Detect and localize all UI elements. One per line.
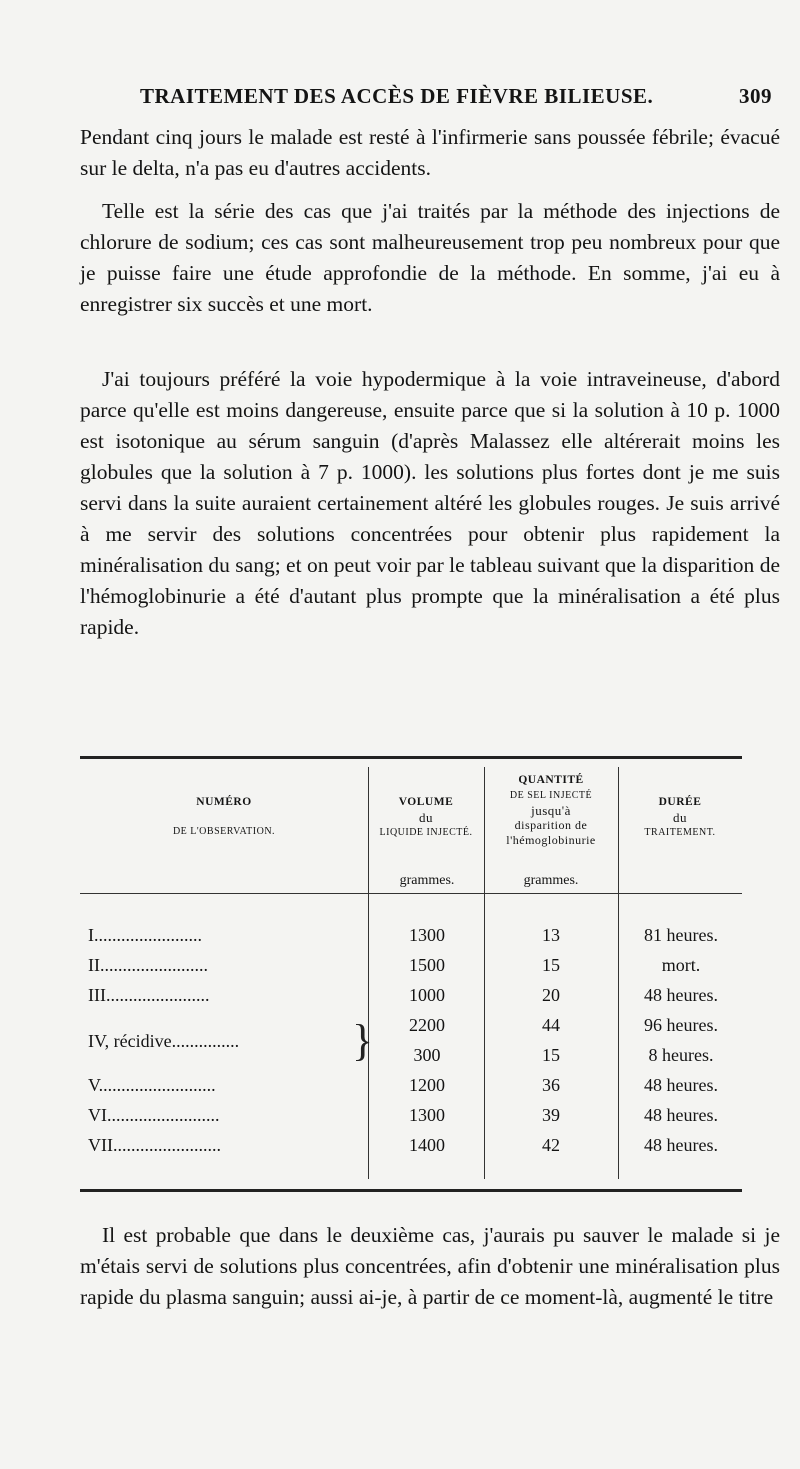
table-row — [80, 925, 742, 955]
row-label: III....................... — [88, 985, 210, 1005]
paragraph-2: Telle est la série des cas que j'ai traités par la méthode des injections de chlorure de sodium; ces cas sont malheureusement trop peu nombreux pour que je puisse faire une étude approfondie de la méthode. En somme, j'ai eu à enregistrer six succès et une mort. — [80, 199, 780, 316]
table-row — [80, 1135, 742, 1165]
header-numero: NUMÉRO DE L'OBSERVATION. — [172, 796, 276, 837]
cell-volume: 1200 — [409, 1075, 445, 1095]
running-title: TRAITEMENT DES ACCÈS DE FIÈVRE BILIEUSE. — [140, 84, 654, 108]
cell-volume: 2200 — [409, 1015, 445, 1035]
header-volume: VOLUME du LIQUIDE INJECTÉ. — [379, 796, 473, 838]
unit-volume: grammes. — [399, 873, 455, 888]
cell-duree: 48 heures. — [644, 1135, 718, 1155]
running-header — [140, 84, 772, 114]
table-row — [80, 985, 742, 1015]
row-label: VII........................ — [88, 1135, 221, 1155]
cell-sel: 36 — [542, 1075, 560, 1095]
cell-sel: 39 — [542, 1105, 560, 1125]
cell-sel: 20 — [542, 985, 560, 1005]
cell-duree: 81 heures. — [644, 925, 718, 945]
cell-sel: 15 — [542, 1045, 560, 1065]
table-row — [80, 1105, 742, 1135]
table-row — [80, 1045, 742, 1075]
paragraph-1: Pendant cinq jours le malade est resté à l'infirmerie sans poussée fébrile; évacué sur le delta, n'a pas eu d'autres accidents. — [80, 125, 780, 180]
table-row — [80, 1015, 742, 1051]
row-label: I........................ — [88, 925, 202, 945]
cell-sel: 44 — [542, 1015, 560, 1035]
row-label: VI......................... — [88, 1105, 220, 1125]
cell-duree: 48 heures. — [644, 985, 718, 1005]
cell-sel: 15 — [542, 955, 560, 975]
row-label: IV, récidive............... — [88, 1031, 240, 1051]
cell-duree: 48 heures. — [644, 1105, 718, 1125]
unit-sel: grammes. — [523, 873, 579, 888]
brace-glyph: } — [352, 1016, 374, 1065]
results-table — [80, 756, 742, 1192]
header-separator — [80, 893, 742, 894]
paragraph-4: Il est probable que dans le deuxième cas, j'aurais pu sauver le malade si je m'étais servi de solutions plus concentrées, afin d'obtenir une minéralisation plus rapide du plasma sanguin; aussi ai-je, à partir de ce moment-là, augmenté le titre — [80, 1223, 780, 1309]
paragraph-3: J'ai toujours préféré la voie hypodermique à la voie intraveineuse, d'abord parce qu'elle est moins dangereuse, ensuite parce que si la solution à 10 p. 1000 est isotonique au sérum sanguin (d'après Malassez elle altérerait moins les globules que la solution à 7 p. 1000). les solutions plus fortes dont je me suis servi dans la suite auraient certainement altéré les globules rouges. Je suis arrivé à me servir des solutions concentrées pour obtenir plus rapidement la minéralisation du sang; et on peut voir par le tableau suivant que la disparition de l'hémoglobinurie a été d'autant plus prompte que la minéralisation a été plus rapide. — [80, 367, 780, 639]
cell-duree: 8 heures. — [648, 1045, 714, 1065]
row-label: II........................ — [88, 955, 208, 975]
cell-volume: 1400 — [409, 1135, 445, 1155]
cell-volume: 300 — [413, 1045, 441, 1065]
page-number: 309 — [739, 84, 772, 108]
cell-volume: 1500 — [409, 955, 445, 975]
cell-sel: 13 — [542, 925, 560, 945]
header-quantite: QUANTITÉ DE SEL INJECTÉ jusqu'à disparition de l'hémoglobinurie — [506, 774, 596, 847]
cell-sel: 42 — [542, 1135, 560, 1155]
cell-volume: 1300 — [409, 1105, 445, 1125]
cell-duree: 96 heures. — [644, 1015, 718, 1035]
cell-volume: 1000 — [409, 985, 445, 1005]
table-row — [80, 1075, 742, 1105]
cell-volume: 1300 — [409, 925, 445, 945]
table-row — [80, 955, 742, 985]
cell-duree: 48 heures. — [644, 1075, 718, 1095]
cell-duree: mort. — [661, 955, 701, 975]
row-label: V.......................... — [88, 1075, 216, 1095]
header-duree: DURÉE du TRAITEMENT. — [644, 796, 716, 838]
